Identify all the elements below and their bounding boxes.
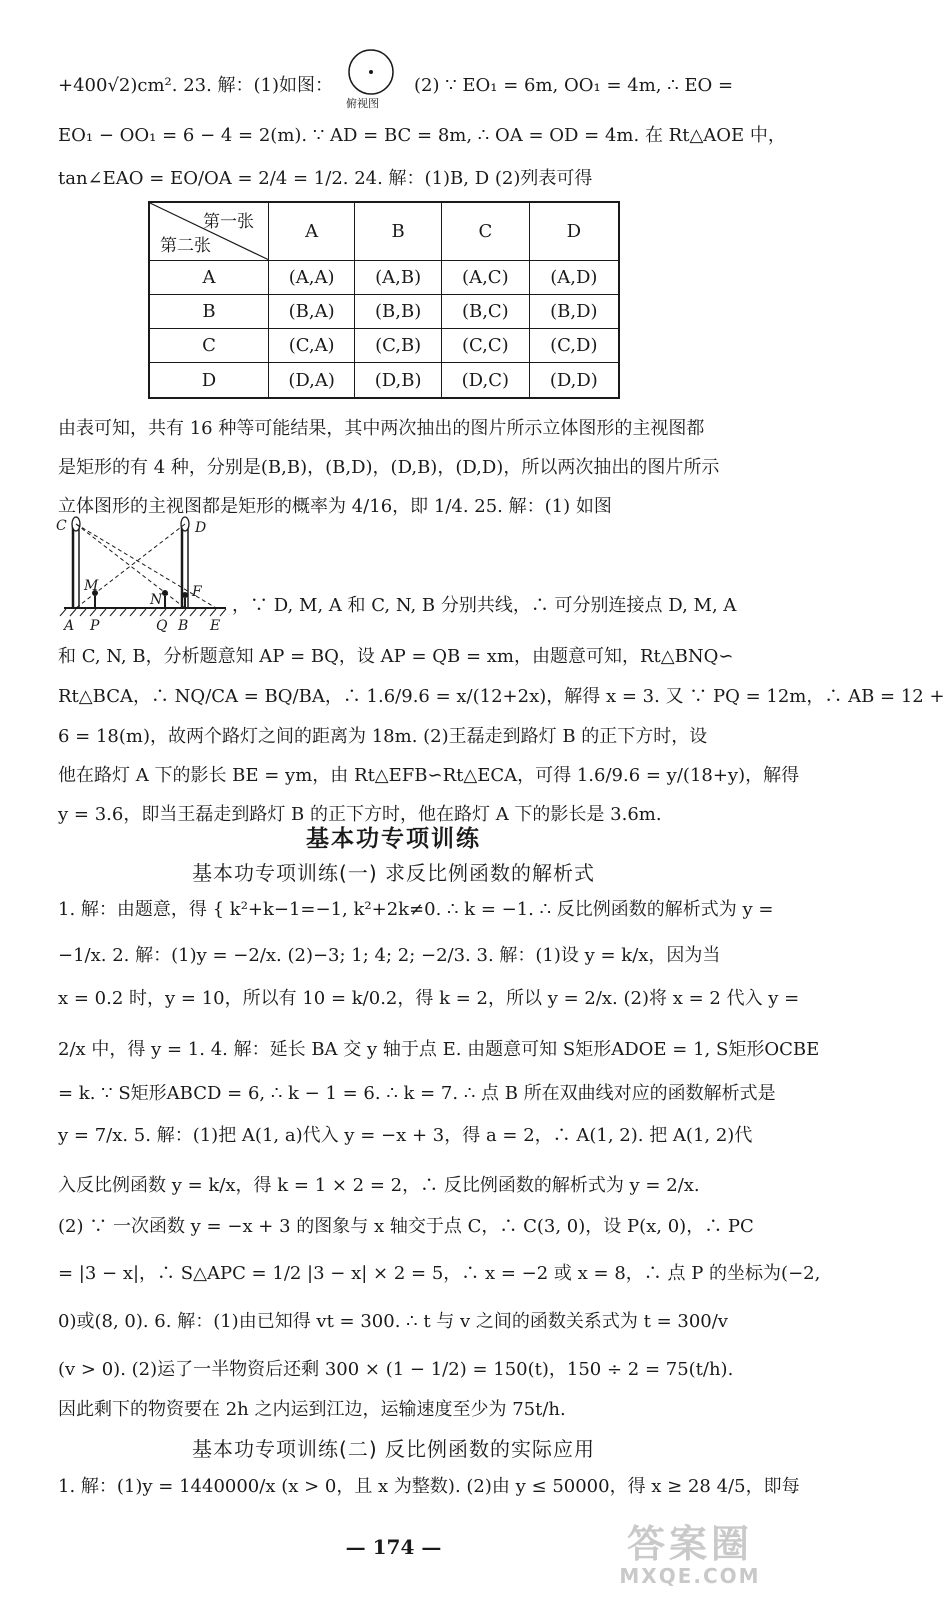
section-title: 基本功专项训练 <box>306 826 481 852</box>
answer-line: (2) ∵ 一次函数 y = −x + 3 的图象与 x 轴交于点 C，∴ C(3, 0)，设 P(x, 0)，∴ PC <box>58 1216 754 1237</box>
table-row <box>149 329 619 363</box>
answer-line: tan∠EAO = EO/OA = 2/4 = 1/2. 24. 解：(1)B, D (2)列表可得 <box>58 168 593 189</box>
table-cell: (C,A) <box>269 329 355 363</box>
table-header-cell: C <box>441 202 529 260</box>
street-lamp-figure <box>54 512 234 638</box>
answer-line: 1. 解：由题意，得 { k²+k−1=−1, k²+2k≠0. ∴ k = −1. ∴ 反比例函数的解析式为 y = <box>58 899 774 920</box>
answer-line: = k. ∵ S矩形ABCD = 6, ∴ k − 1 = 6. ∴ k = 7. ∴ 点 B 所在双曲线对应的函数解析式是 <box>58 1083 776 1104</box>
label-D: D <box>195 520 207 536</box>
answer-line: ，∵ D, M, A 和 C, N, B 分别共线，∴ 可分别连接点 D, M, A <box>232 595 737 616</box>
label-E: E <box>210 618 221 634</box>
row-label: B <box>149 294 269 328</box>
answer-line: 因此剩下的物资要在 2h 之内运到江边，运输速度至少为 75t/h. <box>58 1399 566 1420</box>
label-B: B <box>178 618 189 634</box>
row-label: C <box>149 329 269 363</box>
table-cell: (B,D) <box>529 294 619 328</box>
answer-line: 6 = 18(m)，故两个路灯之间的距离为 18m. (2)王磊走到路灯 B 的正下方时，设 <box>58 726 708 747</box>
watermark-title: 答案圈 <box>626 1522 753 1566</box>
row-label: D <box>149 363 269 398</box>
label-A: A <box>64 618 75 634</box>
label-C: C <box>56 518 67 534</box>
table-row <box>149 260 619 294</box>
answer-line: 由表可知，共有 16 种等可能结果，其中两次抽出的图片所示立体图形的主视图都 <box>58 418 705 439</box>
answer-line: 入反比例函数 y = k/x，得 k = 1 × 2 = 2，∴ 反比例函数的解析式为 y = 2/x. <box>58 1175 700 1196</box>
table-cell: (A,B) <box>355 260 442 294</box>
table-header-cell: D <box>529 202 619 260</box>
table-cell: (B,A) <box>269 294 355 328</box>
watermark <box>615 1522 765 1592</box>
table-header-cell: A <box>269 202 355 260</box>
label-P: P <box>90 618 100 634</box>
table-cell: (B,B) <box>355 294 442 328</box>
table-cell: (A,C) <box>441 260 529 294</box>
answer-line: = |3 − x|，∴ S△APC = 1/2 |3 − x| × 2 = 5，∴ x = −2 或 x = 8，∴ 点 P 的坐标为(−2, <box>58 1263 821 1284</box>
outcome-table <box>148 201 620 399</box>
table-cell: (C,C) <box>441 329 529 363</box>
table-cell: (C,B) <box>355 329 442 363</box>
table-row <box>149 363 619 398</box>
label-M: M <box>84 578 99 594</box>
subsection-title: 基本功专项训练(二) 反比例函数的实际应用 <box>192 1437 595 1461</box>
table-corner-cell <box>149 202 269 260</box>
answer-line: 是矩形的有 4 种，分别是(B,B)，(B,D)，(D,B)，(D,D)，所以两次抽出的图片所示 <box>58 457 720 478</box>
table-cell: (C,D) <box>529 329 619 363</box>
subsection-title: 基本功专项训练(一) 求反比例函数的解析式 <box>192 861 595 885</box>
answer-line: x = 0.2 时，y = 10，所以有 10 = k/0.2，得 k = 2，所以 y = 2/x. (2)将 x = 2 代入 y = <box>58 988 800 1009</box>
answer-line: 0)或(8, 0). 6. 解：(1)由已知得 vt = 300. ∴ t 与 v 之间的函数关系式为 t = 300/v <box>58 1311 728 1332</box>
answer-line: (v > 0). (2)运了一半物资后还剩 300 × (1 − 1/2) = 150(t)，150 ÷ 2 = 75(t/h). <box>58 1359 734 1380</box>
table-row <box>149 294 619 328</box>
label-Q: Q <box>156 618 168 634</box>
table-cell: (A,D) <box>529 260 619 294</box>
label-N: N <box>150 592 163 608</box>
answer-line: 他在路灯 A 下的影长 BE = ym，由 Rt△EFB∽Rt△ECA，可得 1.6/9.6 = y/(18+y)，解得 <box>58 765 800 786</box>
page-number: — 174 — <box>345 1535 442 1559</box>
answer-line: y = 7/x. 5. 解：(1)把 A(1, a)代入 y = −x + 3，得 a = 2，∴ A(1, 2). 把 A(1, 2)代 <box>58 1125 753 1146</box>
row-label: A <box>149 260 269 294</box>
answer-line: 和 C, N, B，分析题意知 AP = BQ，设 AP = QB = xm，由题意可知，Rt△BNQ∽ <box>58 646 734 667</box>
text-segment: +400√2)cm². 23. 解：(1)如图： <box>58 75 334 96</box>
answer-line: y = 3.6，即当王磊走到路灯 B 的正下方时，他在路灯 A 下的影长是 3.6m. <box>58 804 662 825</box>
answer-line: 2/x 中，得 y = 1. 4. 解：延长 BA 交 y 轴于点 E. 由题意可知 S矩形ADOE = 1, S矩形OCBE <box>58 1039 820 1060</box>
answer-line: EO₁ − OO₁ = 6 − 4 = 2(m). ∵ AD = BC = 8m, ∴ OA = OD = 4m. 在 Rt△AOE 中， <box>58 125 786 146</box>
watermark-url: MXQE.COM <box>619 1564 761 1588</box>
corner-top-label: 第一张 <box>203 212 254 232</box>
label-F: F <box>192 584 202 600</box>
figure-caption: 俯视图 <box>346 97 379 110</box>
answer-line: −1/x. 2. 解：(1)y = −2/x. (2)−3; 1; 4; 2; −2/3. 3. 解：(1)设 y = k/x，因为当 <box>58 945 721 966</box>
top-view-figure <box>340 48 402 96</box>
answer-line: Rt△BCA，∴ NQ/CA = BQ/BA，∴ 1.6/9.6 = x/(12+2x)，解得 x = 3. 又 ∵ PQ = 12m，∴ AB = 12 + <box>58 686 945 707</box>
table-header-cell: B <box>355 202 442 260</box>
table-cell: (D,B) <box>355 363 442 398</box>
corner-bottom-label: 第二张 <box>160 235 211 256</box>
table-cell: (D,D) <box>529 363 619 398</box>
answer-line: 立体图形的主视图都是矩形的概率为 4/16，即 1/4. 25. 解：(1) 如图 <box>58 496 612 517</box>
answer-line <box>414 74 744 98</box>
table-cell: (A,A) <box>269 260 355 294</box>
text-segment: (2) ∵ EO₁ = 6m, OO₁ = 4m, ∴ EO = <box>414 75 734 96</box>
answer-line: 1. 解：(1)y = 1440000/x (x > 0，且 x 为整数). (2)由 y ≤ 50000，得 x ≥ 28 4/5，即每 <box>58 1476 800 1497</box>
table-cell: (D,C) <box>441 363 529 398</box>
table-cell: (D,A) <box>269 363 355 398</box>
table-cell: (B,C) <box>441 294 529 328</box>
